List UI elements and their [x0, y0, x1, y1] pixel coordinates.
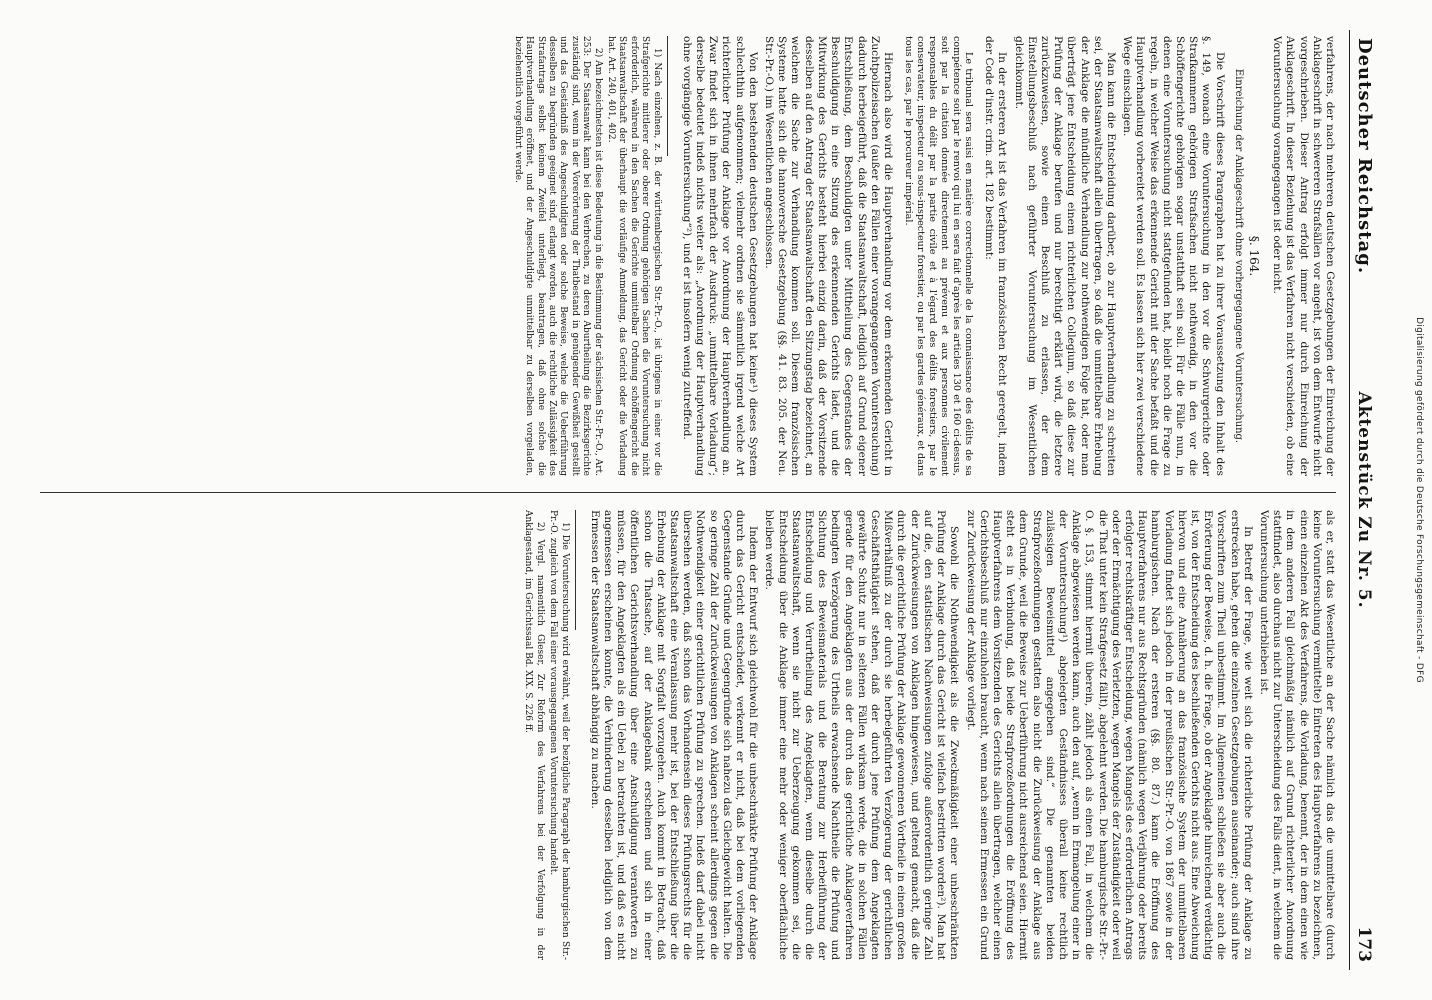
left-column: [30, 36, 1336, 476]
footnote: 2) Vergl. namentlich Gleser, Zur Reform des Verfahrens bei der Verfolgung in der Anklagestand, im Gerichtssaal Bd. XIX. S. 226 ff.: [523, 510, 545, 960]
paragraph: Die Vorschrift dieses Paragraphen hat zu ihrer Voraussetzung den Inhalt des §. 149, wonach eine Voruntersuchung in den vor die Schwurgerichte oder Strafkammern gehörigen Strafsachen nicht nothwendig, in den vor die Schöffengerichte gehörigen sogar unstatthaft sein soll. Für die Fälle nun, in denen eine Voruntersuchung nicht stattgefunden hat, bleibt noch die Frage zu regeln, in welcher Weise das erkennende Gericht mit der Sache befaßt und die Hauptverhandlung vorbereitet werden soll. Es lassen sich hier zwei verschiedene Wege einschlagen.: [1121, 36, 1226, 476]
paragraph: als er, statt das Wesentliche an der Sache nämlich das die unmittelbare (durch keine Voruntersuchung vermittelte) Eintreten des Hauptverfahrens zu bezeichnen, einen einzelnen Akt des Verfahrens, die Vorladung, benennt, der in dem einen wie in dem anderen Fall gleichmäßig nämlich auf Grund richterlicher Anordnung stattfindet, also durchaus nicht zur Unterscheidung des Falls dient, in welchem die Voruntersuchung unterblieben ist.: [1257, 510, 1336, 960]
page-number: 173: [1354, 926, 1374, 962]
french-quotation: Le tribunal sera saisi en matière correctionnelle de la connaissance des délits de sa compétence soit par le renvoi qui lui en sera fait d'après les articles 130 et 160 ci-dessus, soit par la citation donnée directement au prévenu et aux personnes civilement responsables du délit par la partie civile et à l'égard des délits forestiers, par le conservateur, inspecteur ou sous-inspecteur forestier, ou par les gardes généraux, et dans tous les cas, par le procureur impérial.: [902, 36, 974, 476]
paragraph: Von den bestehenden deutschen Gesetzgebungen hat keine¹) dieses System schlechthin aufgenommen; vielmehr ordnen sie sämmtlich irgend welche Art richterlicher Prüfung der Anklage vor Anordnung der Hauptverhandlung an. Zwar findet sich in ihnen mehrfach der Ausdruck: „unmittelbare Vorladung“; derselbe bedeutet indeß nichts weiter als: „Anordnung der Hauptverhandlung ohne vorgängige Voruntersuchung“²), und er ist insofern wenig zutreffend.: [680, 36, 759, 476]
paragraph: In der ersteren Art ist das Verfahren im französischen Recht geregelt, indem der Code d'instr. crim. art. 182 bestimmt:: [983, 36, 1009, 476]
footnote: 1) Die Voruntersuchung wird erwähnt, weil der bezügliche Paragraph der hamburgischen Str.-Pr.-O. zugleich von dem Fall einer vorausgegangenen Voruntersuchung handelt.: [548, 510, 570, 960]
section-title: §. 164.: [1246, 235, 1261, 277]
column-divider: [40, 492, 1336, 493]
paragraph: Indem der Entwurf sich gleichwohl für die unbeschränkte Prüfung der Anklage durch das Gericht entscheidet, verkennt er nicht, daß bei dem vorliegenden Gegenstande Gründe und Gegengründe sich nahezu das Gleichgewicht halten. Die so geringe Zahl der Zurückweisungen von Anklagen scheint allerdings gegen die Nothwendigkeit einer gerichtlichen Prüfung zu sprechen. Indeß darf dabei nicht übersehen werden, daß schon das Vorhandensein dieses Prüfungsrechts für die Staatsanwaltschaft eine Veranlassung mehr ist, bei der Entschließung über die Erhebung der Anklage mit Sorgfalt vorzugehen. Auch kommt in Betracht, daß schon die Thatsache, auf der Anklagebank erscheinen und sich in einer öffentlichen Gerichtsverhandlung über eine Anschuldigung verantworten zu müssen, für den Angeklagten als ein Uebel zu betrachten ist, und daß es nicht angemessen erscheinen konnte, die Verhinderung desselben lediglich von dem Ermessen der Staatsanwaltschaft abhängig zu machen.: [588, 510, 760, 960]
section-subtitle: Einreichung der Anklageschrift ohne vorhergegangene Voruntersuchung.: [1232, 68, 1244, 444]
dfg-credit-line: Digitalisierung gefördert durch die Deutsche Forschungsgemeinschaft - DFG: [1414, 317, 1424, 683]
header-document-ref: Aktenstück Zu Nr. 5.: [1354, 391, 1374, 609]
right-column: [30, 510, 1336, 960]
footnote: 2) Am bezeichnetsten ist diese Bedeutung in die Bestimmung der sächsischen Str.-Pr.-O., Art. 253: Der Staatsanwalt kann bei den Verbrechen, zu deren Aburtheilung die Bezirksgerichte zuständig sind, wenn in der Vorerörterung der Thatbestand in genügender Gewißheit gestellt und das Geständniß des Angeschuldigten oder solche Beweise, welche die Ueberführung desselben zu begründen geeignet sind, erlangt worden, auch die rechtliche Zulässigkeit des Strafantrags selbst keinem Zweifel unterliegt, beantragen, daß ohne solche die Hauptverhandlung eröffnet, und der Angeschuldigte unmittelbar zu derselben vorgeladen, beziehentlich vorgeführt werde.: [512, 36, 603, 476]
footnote: 1) Nach einzelnen, z. B. der württembergischen Str.-Pr.-O., ist übrigens in einer vor die Strafgerichte mittlerer oder oberer Ordnung gehörigen Sachen die Voruntersuchung nicht erforderlich, während in den Sachen die Gerichte unmittelbar Ordnung schöffengericht die Staatsanwaltschaft der überhaupt die vorläufige Anmeldung, das Gericht oder die Vorladung hat. Art. 240, 401, 402.: [606, 36, 662, 476]
paragraph: Hiernach also wird die Hauptverhandlung vor dem erkennenden Gericht in Zuchtpolizeisachen (außer den Fällen einer vorangegangenen Voruntersuchung) dadurch herbeigeführt, daß die Staatsanwaltschaft, lediglich auf Grund eigener Entschließung, dem Beschuldigten unter Mittheilung des Gegenstandes der Beschuldigung in eine Sitzung des erkennenden Gerichts ladet, und die Mitwirkung des Gerichts besteht hierbei einzig darin, daß der Vorsitzende desselben auf den Antrag der Staatsanwaltschaft den Sitzungstag bezeichnet, an welchem die Sache zur Verhandlung kommen soll. Diesem französischen Systeme hatte sich die hannoversche Gesetzgebung (§§. 41. 83. 205. der Neu. Str.-Pr.-O.) im Wesentlichen angeschlossen.: [763, 36, 894, 476]
paragraph: Man kann die Entscheidung darüber, ob zur Hauptverhandlung zu schreiten sei, der Staatsanwaltschaft allein übertragen, so daß die unmittelbare Erhebung der Anklage die mündliche Verhandlung zur nothwendigen Folge hat, oder man überträgt jene Entscheidung einem richterlichen Collegium, so daß diese zur Prüfung der Anklage berufen und nur berechtigt erklärt wird, die letztere zurückzuweisen, sowie einen Beschluß zu erlassen, der dem Einstellungsbeschluß nach geführter Voruntersuchung im Wesentlichen gleichkommt.: [1012, 36, 1117, 476]
running-header: [1349, 30, 1384, 970]
footnote-rule: [575, 510, 576, 630]
paragraph: Sowohl die Nothwendigkeit als die Zweckmäßigkeit einer unbeschränkten Prüfung der Anklage durch das Gericht ist vielfach bestritten worden²). Man hat auf die, den statistischen Nachweisungen zufolge außerordentlich geringe Zahl der Zurückweisungen von Anklagen hingewiesen, und geltend gemacht, daß die durch die gerichtliche Prüfung der Anklage gewonnenen Vortheile in einem großen Mißverhältniß zu der durch sie herbeigeführten Verzögerung der gerichtlichen Geschäftsthätigkeit stehen, daß der durch jene Prüfung dem Angeklagten gewährte Schutz nur in seltenen Fällen wirksam werde, die in solchen Fällen gerade für den Angeklagten aus der durch das gerichtliche Anklageverfahren bedingten Verzögerung des Urtheils erwachsende Nachtheile die Prüfung und Sichtung des Beweismaterials und die Beratung zur Herbeiführung der Entscheidung und Verurtheilung des Angeklagten, wenn dieselbe durch die Staatsanwaltschaft, wenn sie nicht zur Ueberzeugung gekommen sei, die Entscheidung über die Anklage immer eine mehr oder weniger oberflächliche bleiben werde.: [763, 510, 961, 960]
paragraph: In Betreff der Frage, wie weit sich die richterliche Prüfung der Anklage zu erstrecken habe, gehen die einzelnen Gesetzgebungen auseinander; auch sind ihre Vorschriften zum Theil unbestimmt. Im Allgemeinen schließen sie aber auch die Erörterung der Beweise, d. h. die Frage, ob der Angeklagte hinreichend verdächtig ist, von der Entscheidung des beschließenden Gerichts nicht aus. Eine Abweichung hiervon und eine Annäherung an das französische System der unmittelbaren Vorladung findet sich jedoch in der preußischen Str.-Pr.-O. von 1867 sowie in der hamburgischen. Nach der ersteren (§§. 80. 87.) kann die Eröffnung des Hauptverfahrens nur aus Rechtsgründen (nämlich wegen Verjährung oder bereits erfolgter rechtskräftiger Entscheidung, wegen Mangels des erforderlichen Antrags oder der Ermächtigung des Verletzten, wegen Mangels der Zuständigkeit oder weil die That unter kein Strafgesetz fällt), abgelehnt werden. Die hamburgische Str.-Pr.-O. §. 153, stimmt hiermit überein, zählt jedoch als einen Fall, in welchem die Anklage abgewiesen werden kann, auch den auf, „wenn in Ermangelung einer in der Voruntersuchung¹) abgelegten Geständnisses überall keine rechtlich zulässigen Beweismittel angegeben sind.“ Die genannten beiden Strafprozeßordnungen gestatten also nicht die Zurückweisung der Anklage aus dem Grunde, weil die Beweise zur Ueberführung nicht ausreichend seien. Hiermit steht es in Verbindung, daß beide Strafprozeßordnungen die Eröffnung des Hauptverfahrens dem Vorsitzenden des Gerichts allein übertragen, welcher einen Gerichtsbeschluß nur einzuholen braucht, wenn nach seinem Ermessen ein Grund zur Zurückweisung der Anklage vorliegt.: [964, 510, 1254, 960]
paragraph: verfahrens, der nach mehreren deutschen Gesetzgebungen der Einreichung der Anklageschrift in schwereren Strafsällen vor angeht, ist von dem Entwurfe nicht vorgeschrieben. Dieser Antrag erfolgt immer nur durch Einreichung der Anklageschrift. In dieser Beziehung ist das Verfahren nicht verschieden, ob eine Voruntersuchung vorangegangen ist oder nicht.: [1271, 36, 1336, 476]
footnote-rule: [667, 36, 668, 156]
header-publication: Deutscher Reichstag.: [1354, 38, 1375, 275]
